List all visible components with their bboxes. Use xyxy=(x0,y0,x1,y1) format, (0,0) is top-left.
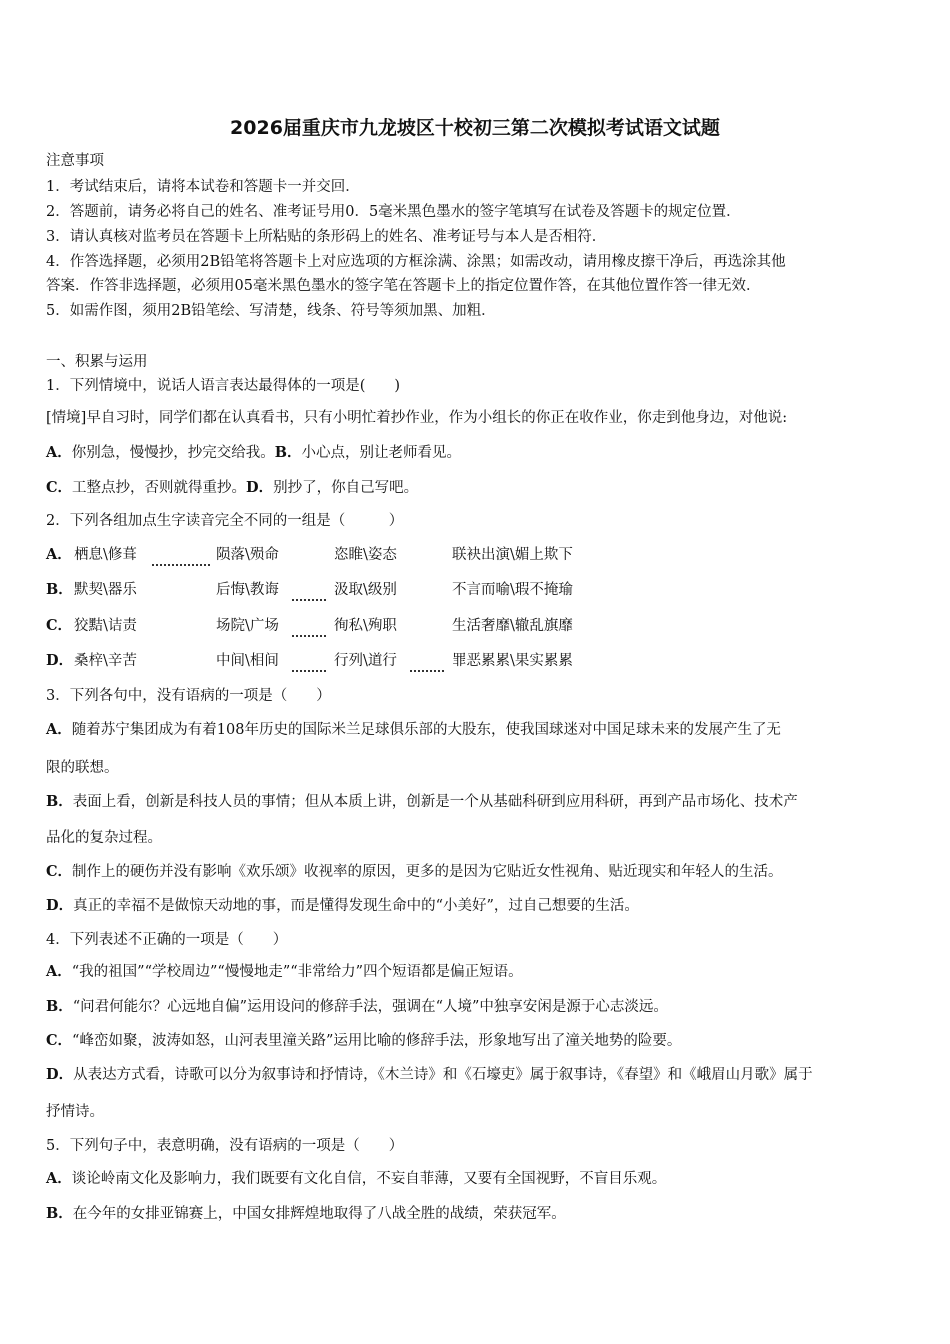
word-pair: 罪恶累累\果实累累 xyxy=(452,653,573,669)
option-label: C． xyxy=(46,1032,73,1049)
question-1-options-ab xyxy=(46,443,461,463)
word-pair: 桑梓\辛苦 xyxy=(74,653,137,669)
question-3-option-b xyxy=(46,792,798,812)
word-pair: 汲取\级别 xyxy=(334,582,397,598)
section-heading: 一、积累与运用 xyxy=(46,354,148,370)
word-pair: 徇私\殉职 xyxy=(334,618,397,634)
question-4-option-d xyxy=(46,1065,813,1085)
question-3-option-d xyxy=(46,896,639,916)
option-label: A． xyxy=(46,721,72,738)
option-text: 谈论岭南文化及影响力，我们既要有文化自信，不妄自菲薄，又要有全国视野，不盲目乐观。 xyxy=(71,1171,667,1187)
question-1-stem: 1．下列情境中，说话人语言表达最得体的一项是( ) xyxy=(46,378,401,394)
option-text: “峰峦如聚，波涛如怒，山河表里潼关路”运用比喻的修辞手法，形象地写出了潼关地势的险要。 xyxy=(72,1033,682,1049)
word-pair: 栖息\修葺 xyxy=(74,547,137,563)
word-pair: 行列\道行 xyxy=(334,653,397,669)
option-text: “我的祖国”“学校周边”“慢慢地走”“非常给力”四个短语都是偏正短语。 xyxy=(71,964,523,980)
notice-item: 1．考试结束后，请将本试卷和答题卡一并交回． xyxy=(46,179,360,195)
question-3-option-a xyxy=(46,720,781,740)
emphasis-dots xyxy=(292,623,326,643)
notice-heading: 注意事项 xyxy=(46,153,104,169)
option-label: D． xyxy=(246,479,274,496)
option-label: B． xyxy=(274,444,302,461)
emphasis-dots xyxy=(292,587,326,607)
question-3-option-b-cont: 品化的复杂过程。 xyxy=(46,830,162,846)
option-text: 工整点抄，否则就得重抄。 xyxy=(72,480,247,496)
word-pair: 生活奢靡\辙乱旗靡 xyxy=(452,618,573,634)
word-pair: 场院\广场 xyxy=(216,618,279,634)
question-1-options-cd xyxy=(46,478,418,498)
question-4-option-a xyxy=(46,962,523,982)
question-4-stem: 4．下列表述不正确的一项是（ ） xyxy=(46,932,288,948)
option-label: C． xyxy=(46,479,73,496)
emphasis-dots xyxy=(292,658,326,678)
option-text: 真正的幸福不是做惊天动地的事，而是懂得发现生命中的“小美好”，过自己想要的生活。 xyxy=(73,898,639,914)
notice-item: 4．作答选择题，必须用2B铅笔将答题卡上对应选项的方框涂满、涂黑；如需改动，请用橡皮擦干净后，再选涂其他 xyxy=(46,254,786,270)
option-label: A． xyxy=(46,963,72,980)
word-pair: 狡黠\诘责 xyxy=(74,618,137,634)
emphasis-dots xyxy=(152,552,210,572)
question-5-stem: 5．下列句子中，表意明确，没有语病的一项是（ ） xyxy=(46,1138,404,1154)
word-pair: 陨落\殒命 xyxy=(216,547,279,563)
option-text: 小心点，别让老师看见。 xyxy=(301,445,462,461)
notice-item: 答案．作答非选择题，必须用05毫米黑色墨水的签字笔在答题卡上的指定位置作答，在其他位置作答一律无效． xyxy=(46,278,761,294)
question-3-option-c xyxy=(46,862,783,882)
option-text: 制作上的硬伤并没有影响《欢乐颂》收视率的原因，更多的是因为它贴近女性视角、贴近现实和年轻人的生活。 xyxy=(72,864,783,880)
word-pair: 后悔\教诲 xyxy=(216,582,279,598)
option-label: B． xyxy=(46,1205,73,1222)
option-label: D． xyxy=(46,652,74,669)
option-label: B． xyxy=(46,581,73,598)
page-title: 2026届重庆市九龙坡区十校初三第二次模拟考试语文试题 xyxy=(230,117,720,139)
option-label: D． xyxy=(46,897,74,914)
question-3-stem: 3．下列各句中，没有语病的一项是（ ） xyxy=(46,688,331,704)
word-pair: 默契\器乐 xyxy=(74,582,137,598)
question-4-option-d-cont: 抒情诗。 xyxy=(46,1104,104,1120)
option-label: B． xyxy=(46,793,73,810)
option-text: “问君何能尔？心远地自偏”运用设问的修辞手法，强调在“人境”中独享安闲是源于心志淡远。 xyxy=(72,999,668,1015)
question-1-context: [情境]早自习时，同学们都在认真看书，只有小明忙着抄作业，作为小组长的你正在收作业，你走到他身边，对他说: xyxy=(46,410,788,426)
option-text: 在今年的女排亚锦赛上，中国女排辉煌地取得了八战全胜的战绩，荣获冠军。 xyxy=(72,1206,566,1222)
option-label: A． xyxy=(46,1170,72,1187)
option-text: 从表达方式看，诗歌可以分为叙事诗和抒情诗，《木兰诗》和《石壕吏》属于叙事诗，《春望》和《峨眉山月歌》属于 xyxy=(73,1067,813,1083)
option-text: 别抄了，你自己写吧。 xyxy=(273,480,419,496)
option-label: A． xyxy=(46,444,72,461)
option-label: D． xyxy=(46,1066,74,1083)
notice-item: 2．答题前，请务必将自己的姓名、准考证号用0．5毫米黑色墨水的签字笔填写在试卷及答题卡的规定位置． xyxy=(46,204,741,220)
question-3-option-a-cont: 限的联想。 xyxy=(46,760,119,776)
option-label: B． xyxy=(46,998,73,1015)
option-label: A． xyxy=(46,546,72,563)
question-4-option-c xyxy=(46,1031,681,1051)
notice-item: 3．请认真核对监考员在答题卡上所粘贴的条形码上的姓名、准考证号与本人是否相符． xyxy=(46,229,607,245)
question-4-option-b xyxy=(46,997,668,1017)
word-pair: 中间\相间 xyxy=(216,653,279,669)
option-text: 随着苏宁集团成为有着108年历史的国际米兰足球俱乐部的大股东，使我国球迷对中国足球未来的发展产生了无 xyxy=(71,722,781,738)
word-pair: 不言而喻\瑕不掩瑜 xyxy=(452,582,573,598)
option-text: 你别急，慢慢抄，抄完交给我。 xyxy=(71,445,275,461)
word-pair: 联袂出演\媚上欺下 xyxy=(452,547,573,563)
option-label: C． xyxy=(46,617,73,634)
question-5-option-b xyxy=(46,1204,566,1224)
question-2-stem: 2．下列各组加点生字读音完全不同的一组是（ ） xyxy=(46,513,404,529)
option-text: 表面上看，创新是科技人员的事情；但从本质上讲，创新是一个从基础科研到应用科研，再到产品市场化、技术产 xyxy=(72,794,798,810)
notice-item: 5．如需作图，须用2B铅笔绘、写清楚，线条、符号等须加黑、加粗． xyxy=(46,303,496,319)
option-label: C． xyxy=(46,863,73,880)
emphasis-dots xyxy=(410,658,444,678)
question-5-option-a xyxy=(46,1169,666,1189)
word-pair: 恣睢\姿态 xyxy=(334,547,397,563)
